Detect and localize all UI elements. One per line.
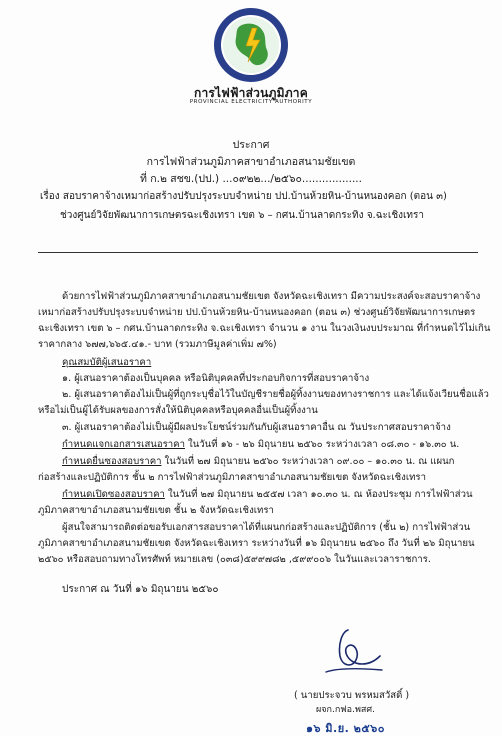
body-p1-line1: ด้วยการไฟฟ้าส่วนภูมิภาคสาขาอำเภอสนามชัยเขต จังหวัดฉะเชิงเทรา มีความประสงค์จะสอบราคาจ้าง	[62, 291, 481, 302]
contact-line1: ผู้สนใจสามารถติดต่อขอรับเอกสารสอบราคาได้ที่แผนกก่อสร้างและปฏิบัติการ (ชั้น ๒) การไฟฟ้าส่วน	[62, 522, 471, 533]
body-p1-line3: ฉะเชิงเทรา เขต ๖ – กศน.บ้านลาดกระทิง จ.ฉะเชิงเทรา จำนวน ๑ งาน ในวงเงินงบประมาณ ที่กำหนดไว้ไม่เกิน	[38, 323, 491, 334]
pea-emblem-icon	[212, 6, 290, 84]
signer-name: ( นายประจวบ พรหมสวัสดิ์ )	[294, 690, 410, 701]
qualification-2-line1: ๒. ผู้เสนอราคาต้องไม่เป็นผู้ที่ถูกระบุชื่อไว้ในบัญชีรายชื่อผู้ทิ้งงานของทางราชการ และได้แจ้งเวียนชื่อแล้ว	[62, 389, 489, 400]
bid-opening-text: ในวันที่ ๒๗ มิถุนายน ๒๕๕๗ เวลา ๑๐.๓๐ น. ณ ห้องประชุม การไฟฟ้าส่วน	[164, 489, 473, 500]
bid-submission-line2: ก่อสร้างและปฏิบัติการ ชั้น ๒ การไฟฟ้าส่วนภูมิภาคสาขาอำเภอสนามชัยเขต จังหวัดฉะเชิงเทรา	[38, 472, 426, 483]
subject-line-1: เรื่อง สอบราคาจ้างเหมาก่อสร้างปรับปรุงระบบจำหน่าย ปป.บ้านห้วยหิน-บ้านหนองคอก (ตอน ๓)	[40, 191, 447, 202]
subject-line-2: ช่วงศูนย์วิจัยพัฒนาการเกษตรฉะเชิงเทรา เขต ๖ – กศน.บ้านลาดกระทิง จ.ฉะเชิงเทรา	[60, 210, 424, 221]
org-name-en: PROVINCIAL ELECTRICITY AUTHORITY	[189, 99, 313, 105]
qualification-heading: คุณสมบัติผู้เสนอราคา	[62, 357, 152, 368]
qualification-2-line2: หรือไม่เป็นผู้ได้รับผลของการสั่งให้นิติบุคคลหรือบุคคลอื่นเป็นผู้ทิ้งงาน	[38, 405, 318, 416]
bid-opening-label: กำหนดเปิดซองสอบราคา	[62, 489, 165, 500]
bid-opening-line2: ภูมิภาคสาขาอำเภอสนามชัยเขต ชั้น ๒ จังหวัดฉะเชิงเทรา	[38, 505, 274, 516]
date-stamp: ๑๖ มิ.ย. ๒๕๖๐	[306, 722, 385, 735]
bid-opening	[62, 489, 473, 500]
announcement-issuer: การไฟฟ้าส่วนภูมิภาคสาขาอำเภอสนามชัยเขต	[146, 156, 356, 168]
body-p1-line4: ราคากลาง ๖๗๗,๖๖๕.๔๑.- บาท (รวมภาษีมูลค่าเพิ่ม ๗%)	[38, 339, 277, 350]
doc-distribution	[62, 439, 459, 450]
doc-distribution-label: กำหนดแจกเอกสารเสนอราคา	[62, 439, 185, 450]
announcement-date: ประกาศ ณ วันที่ ๑๖ มิถุนายน ๒๕๖๐	[62, 584, 219, 595]
signer-title: ผจก.กฟอ.พสศ.	[316, 705, 375, 715]
contact-line2: ภูมิภาคสาขาอำเภอสนามชัยเขต จังหวัดฉะเชิงเทรา ระหว่างวันที่ ๑๖ มิถุนายน ๒๕๖๐ ถึง วันที่ ๒๖ มิถุนายน	[38, 538, 475, 549]
body-p1-line2: เหมาก่อสร้างปรับปรุงระบบจำหน่าย ปป.บ้านห้วยหิน-บ้านหนองคอก (ตอน ๓) ช่วงศูนย์วิจัยพัฒนาการเกษตร	[38, 307, 476, 318]
bid-submission-text: ในวันที่ ๒๗ มิถุนายน ๒๕๖๐ ระหว่างเวลา ๐๙.๐๐ – ๑๐.๓๐ น. ณ แผนก	[161, 456, 455, 467]
handwritten-signature	[318, 622, 388, 682]
doc-distribution-text: ในวันที่ ๑๖ - ๒๖ มิถุนายน ๒๕๖๐ ระหว่างเวลา ๐๘.๓๐ - ๑๖.๓๐ น.	[184, 439, 460, 450]
qualification-3: ๓. ผู้เสนอราคาต้องไม่เป็นผู้มีผลประโยชน์ร่วมกันกับผู้เสนอราคาอื่น ณ วันประกาศสอบราคาจ้าง	[62, 422, 451, 433]
contact-line3: ๒๕๖๐ หรือสอบถามทางโทรศัพท์ หมายเลข (๐๓๘)๕๙๙๗๘๒ ,๕๙๙๐๐๖ ในวันและเวลาราชการ.	[38, 554, 431, 565]
bid-submission	[62, 456, 454, 467]
org-name-th: การไฟฟ้าส่วนภูมิภาค	[194, 86, 308, 100]
divider	[38, 252, 478, 253]
qualification-1: ๑. ผู้เสนอราคาต้องเป็นบุคคล หรือนิติบุคคลที่ประกอบกิจการที่สอบราคาจ้าง	[62, 373, 370, 384]
bid-submission-label: กำหนดยื่นซองสอบราคา	[62, 456, 162, 467]
announcement-ref: ที่ ก.๒ สชข.(ปป.) ...๐๙๒๒.../๒๕๖๐..................	[140, 173, 362, 185]
announcement-title: ประกาศ	[232, 139, 270, 151]
